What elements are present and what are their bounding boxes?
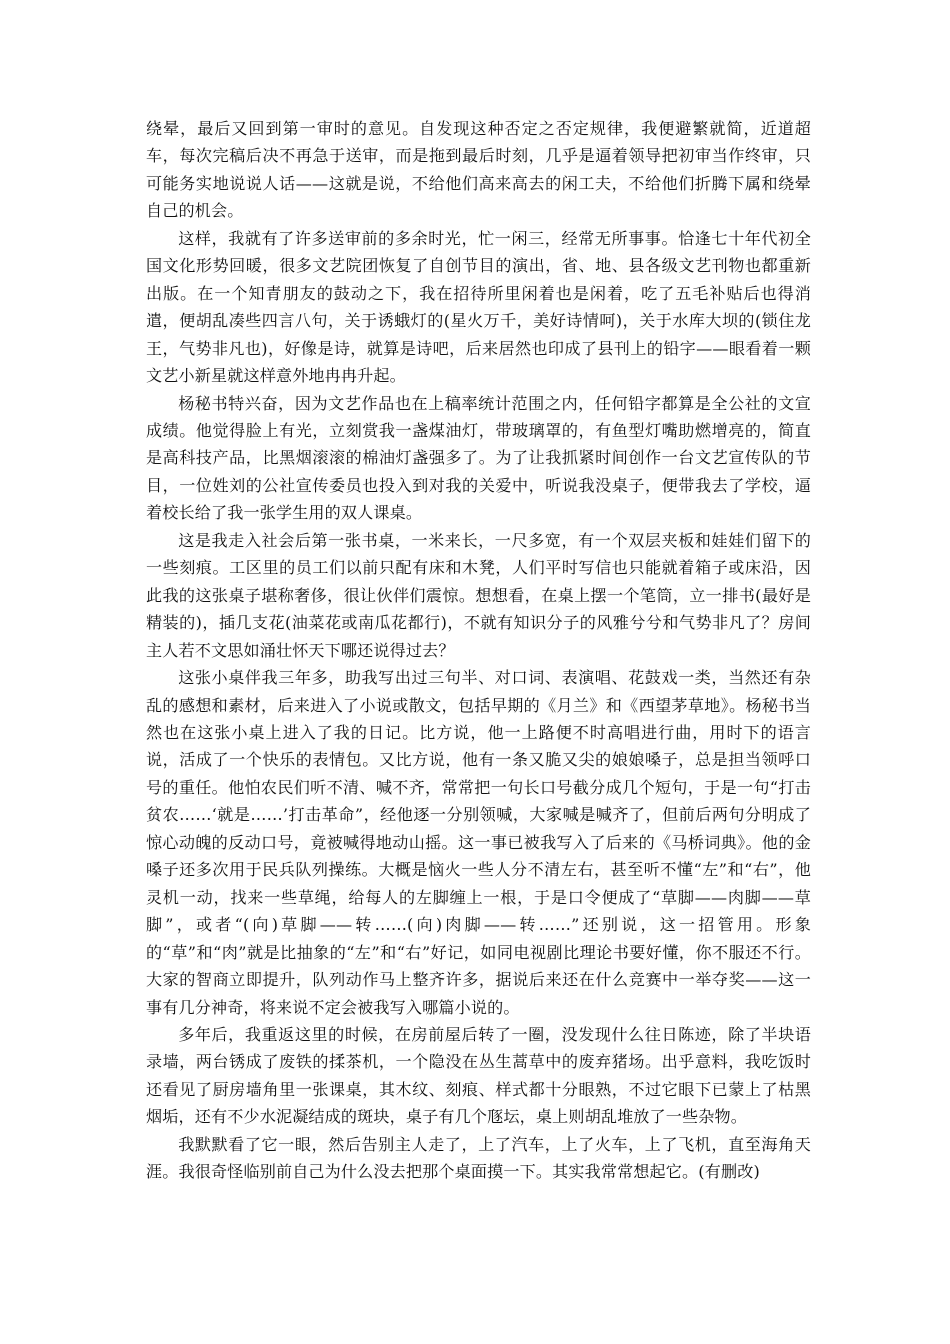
paragraph-5: 这张小桌伴我三年多，助我写出过三句半、对口词、表演唱、花鼓戏一类，当然还有杂乱的感想和素材，后来进入了小说或散文，包括早期的《月兰》和《西望茅草地》。杨秘书当然也在这张小桌上进入了我的日记。比方说，他一上路便不时高唱进行曲，用时下的语言说，活成了一个快乐的表情包。又比方说，他有一条又脆又尖的娘娘嗓子，总是担当领呼口号的重任。他怕农民们听不清、喊不齐，常常把一句长口号截分成几个短句，于是一句“打击贫农……‘就是……’打击革命”，经他逐一分别领喊，大家喊是喊齐了，但前后两句分明成了惊心动魄的反动口号，竟被喊得地动山摇。这一事已被我写入了后来的《马桥词典》。他的金嗓子还多次用于民兵队列操练。大概是恼火一些人分不清左右，甚至听不懂“左”和“右”，他灵机一动，找来一些草绳，给每人的左脚缠上一根，于是口令便成了“草脚——肉脚——草脚”，或者“(向)草脚——转……(向)肉脚——转……”还别说，这一招管用。形象的“草”和“肉”就是比抽象的“左”和“右”好记，如同电视剧比理论书要好懂，你不服还不行。大家的智商立即提升，队列动作马上整齐许多，据说后来还在什么竞赛中一举夺奖——这一事有几分神奇，将来说不定会被我写入哪篇小说的。: [146, 668, 811, 1017]
paragraph-7: 我默默看了它一眼，然后告别主人走了，上了汽车，上了火车，上了飞机，直至海角天涯。我很奇怪临别前自己为什么没去把那个桌面摸一下。其实我常常想起它。(有删改): [146, 1134, 811, 1182]
paragraph-1: 绕晕，最后又回到第一审时的意见。自发现这种否定之否定规律，我便避繁就简，近道超车，每次完稿后决不再急于送审，而是拖到最后时刻，几乎是逼着领导把初审当作终审，只可能务实地说说人话——这就是说，不给他们高来高去的闲工夫，不给他们折腾下属和绕晕自己的机会。: [146, 119, 811, 221]
paragraph-4: 这是我走入社会后第一张书桌，一米来长，一尺多宽，有一个双层夹板和娃娃们留下的一些刻痕。工区里的员工们以前只配有床和木凳，人们平时写信也只能就着箱子或床沿，因此我的这张桌子堪称奢侈，很让伙伴们震惊。想想看，在桌上摆一个笔筒，立一排书(最好是精装的)，插几支花(油菜花或南瓜花都行)，不就有知识分子的风雅兮兮和气势非凡了？房间主人若不文思如涌壮怀天下哪还说得过去？: [146, 530, 811, 660]
article-body: [146, 115, 811, 1186]
paragraph-2: 这样，我就有了许多送审前的多余时光，忙一闲三，经常无所事事。恰逢七十年代初全国文化形势回暖，很多文艺院团恢复了自创节目的演出，省、地、县各级文艺刊物也都重新出版。在一个知青朋友的鼓动之下，我在招待所里闲着也是闲着，吃了五毛补贴后也得消遣，便胡乱凑些四言八句，关于诱蛾灯的(星火万千，美好诗情呵)，关于水库大坝的(锁住龙王，气势非凡也)，好像是诗，就算是诗吧，后来居然也印成了县刊上的铅字——眼看着一颗文艺小新星就这样意外地冉冉升起。: [146, 228, 811, 386]
paragraph-6: 多年后，我重返这里的时候，在房前屋后转了一圈，没发现什么往日陈迹，除了半块语录墙，两台锈成了废铁的揉茶机，一个隐没在丛生蒿草中的废弃猪场。出乎意料，我吃饭时还看见了厨房墙角里一张课桌，其木纹、刻痕、样式都十分眼熟，不过它眼下已蒙上了枯黑烟垢，还有不少水泥凝结成的斑块，桌子有几个豗坛，桌上则胡乱堆放了一些杂物。: [146, 1024, 811, 1127]
paragraph-3: 杨秘书特兴奋，因为文艺作品也在上稿率统计范围之内，任何铅字都算是全公社的文宣成绩。他觉得脸上有光，立刻赏我一盏煤油灯，带玻璃罩的，有鱼型灯嘴助燃增亮的，简直是高科技产品，比黑烟滚滚的棉油灯盏强多了。为了让我抓紧时间创作一台文艺宣传队的节目，一位姓刘的公社宣传委员也投入到对我的关爱中，听说我没桌子，便带我去了学校，逼着校长给了我一张学生用的双人课桌。: [146, 393, 811, 523]
